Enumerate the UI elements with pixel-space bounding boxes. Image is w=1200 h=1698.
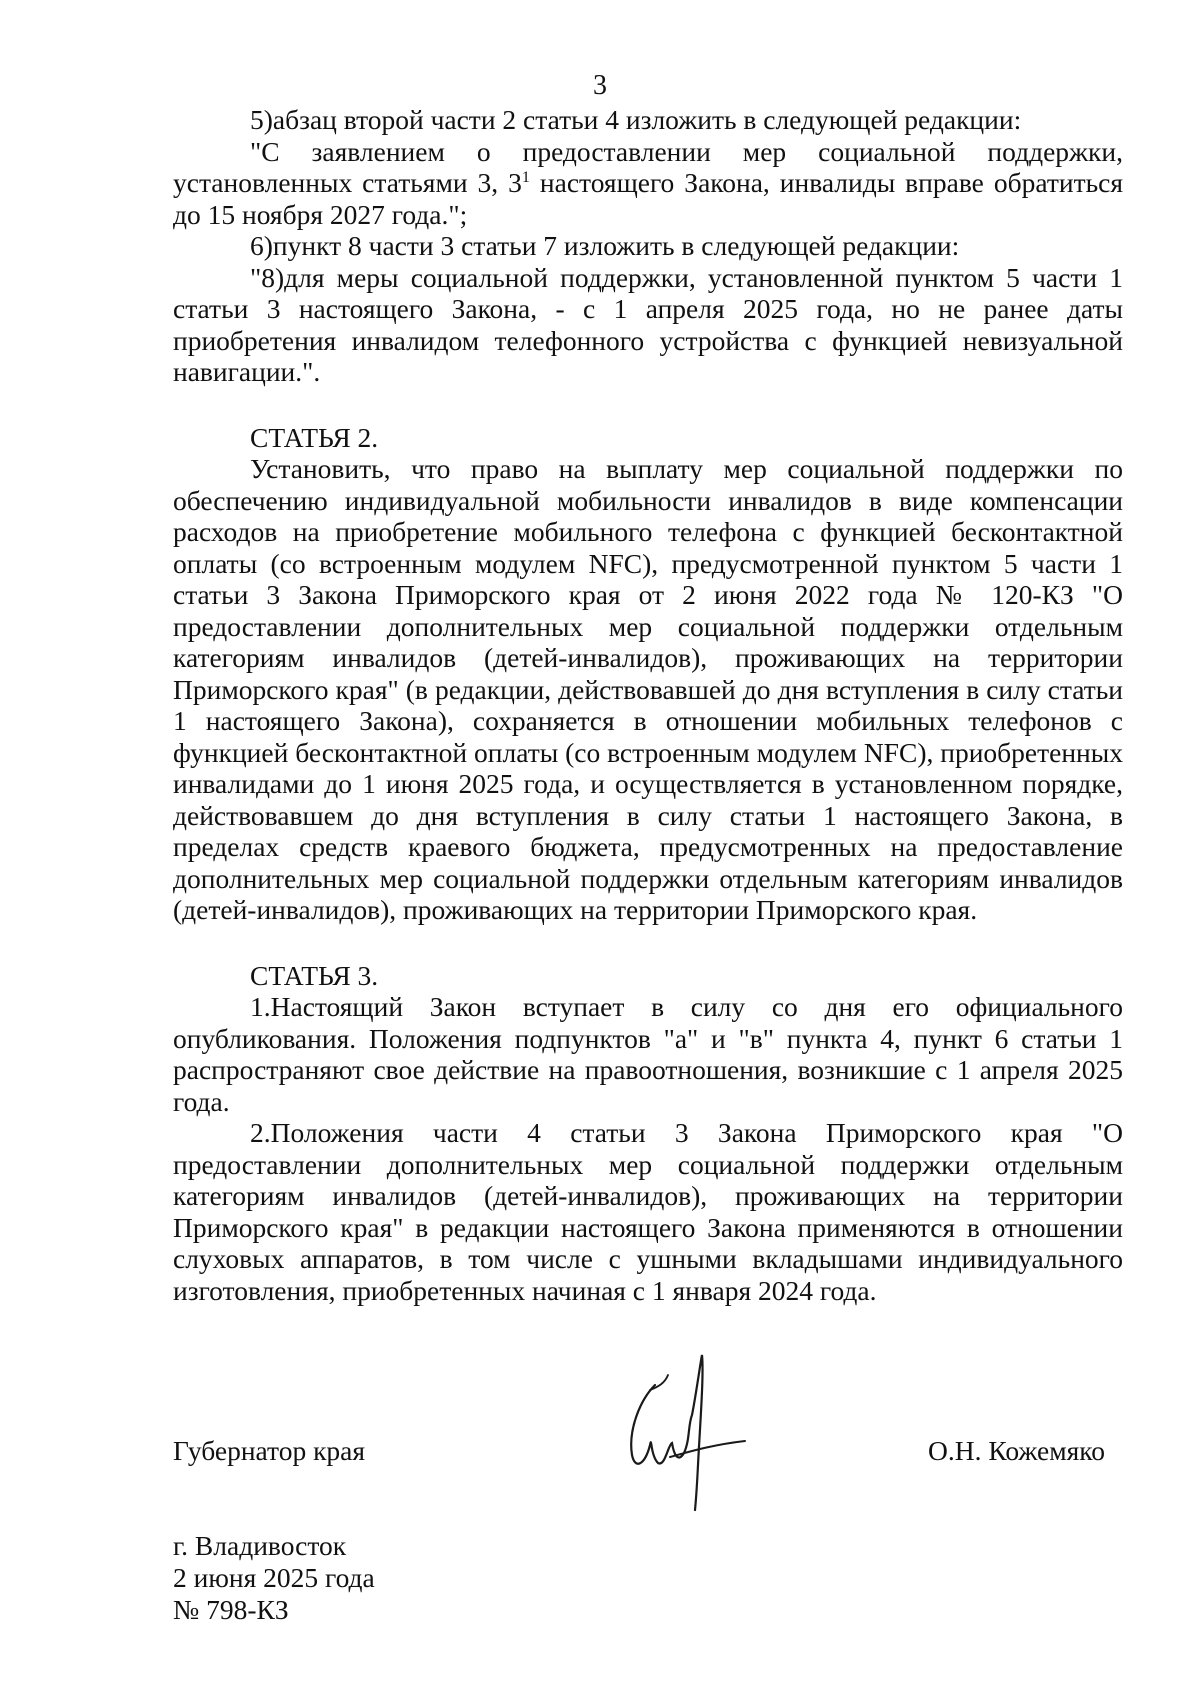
footer-date: 2 июня 2025 года — [173, 1562, 375, 1593]
amendment-item5-intro: 5)абзац второй части 2 статьи 4 изложить в следующей редакции: — [250, 104, 1022, 135]
governor-name: О.Н. Кожемяко — [928, 1435, 1105, 1466]
amendment-item6-text: "8)для меры социальной поддержки, установленной пунктом 5 части 1 статьи 3 настоящего Закона, - с 1 апреля 2025 года, но не ранее даты приобретения инвалидом телефонного устройства с функцией невизуальной навигации.". — [173, 261, 1123, 387]
amendment-item6-intro: 6)пункт 8 части 3 статьи 7 изложить в следующей редакции: — [250, 230, 960, 261]
governor-title: Губернатор края — [173, 1435, 366, 1466]
superscript-index: 1 — [521, 168, 530, 186]
article2-text: Установить, что право на выплату мер социальной поддержки по обеспечению индивидуальной мобильности инвалидов в виде компенсации расходов на приобретение мобильного телефона с функцией бесконтактной оплаты (со встроенным модулем NFC), предусмотренной пунктом 5 части 1 статьи 3 Закона Приморского края от 2 июня 2022 года № 120-КЗ "О предоставлении дополнительных мер социальной поддержки отдельным категориям инвалидов (детей-инвалидов), проживающих на территории Приморского края" (в редакции, действовавшей до дня вступления в силу статьи 1 настоящего Закона), сохраняется в отношении мобильных телефонов с функцией бесконтактной оплаты (со встроенным модулем NFC), приобретенных инвалидами до 1 июня 2025 года, и осуществляется в установленном порядке, действовавшем до дня вступления в силу статьи 1 настоящего Закона, в пределах средств краевого бюджета, предусмотренных на предоставление дополнительных мер социальной поддержки отдельным категориям инвалидов (детей-инвалидов), проживающих на территории Приморского края. — [173, 453, 1123, 925]
document-footer — [173, 1530, 375, 1626]
amendment-item5-text-b: настоящего Закона, инвалиды вправе обратиться до 15 ноября 2027 года."; — [173, 167, 1123, 230]
footer-number: № 798-КЗ — [173, 1594, 289, 1625]
document-body — [173, 104, 1123, 1306]
article3-heading: СТАТЬЯ 3. — [250, 959, 379, 991]
article2-heading: СТАТЬЯ 2. — [250, 421, 379, 453]
page-number: 3 — [593, 70, 607, 101]
handwritten-signature — [610, 1345, 750, 1515]
amendment-item5-text-a: "С заявлением о предоставлении мер социальной поддержки, установленных статьями 3, 3 — [173, 135, 1123, 198]
signature-block — [173, 1435, 1123, 1475]
article3-point2: 2.Положения части 4 статьи 3 Закона Приморского края "О предоставлении дополнительных мер социальной поддержки отдельным категориям инвалидов (детей-инвалидов), проживающих на территории Приморского края" в редакции настоящего Закона применяются в отношении слуховых аппаратов, в том числе с ушными вкладышами индивидуального изготовления, приобретенных начиная с 1 января 2024 года. — [173, 1117, 1123, 1306]
footer-city: г. Владивосток — [173, 1530, 347, 1561]
amendment-item5-text — [173, 136, 1123, 231]
article3-point1: 1.Настоящий Закон вступает в силу со дня его официального опубликования. Положения подпунктов "а" и "в" пункта 4, пункт 6 статьи 1 распространяют свое действие на правоотношения, возникшие с 1 апреля 2025 года. — [173, 991, 1123, 1117]
